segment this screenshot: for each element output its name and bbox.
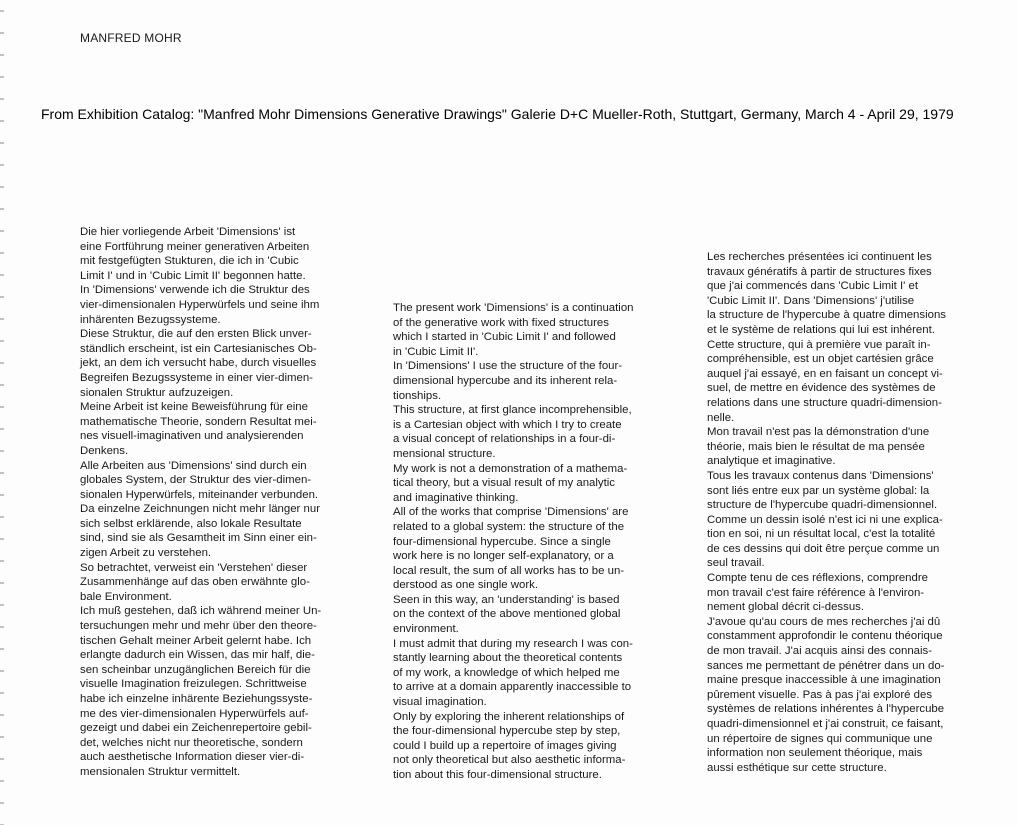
text-line: four-dimensional hypercube. Since a single <box>393 535 611 548</box>
text-line: sen scheinbar unzugänglichen Bereich für die <box>80 663 311 676</box>
text-line: Da einzelne Zeichnungen nicht mehr länger nur <box>80 503 320 516</box>
text-line: tersuchungen mehr und mehr über den theore- <box>80 620 317 633</box>
text-line: la structure de l'hypercube à quatre dimensions <box>707 309 946 322</box>
text-line: systèmes de relations inhérentes à l'hypercube <box>707 703 945 716</box>
text-line: tion about this four-dimensional structure. <box>393 769 602 781</box>
text-line: Limit I' und in 'Cubic Limit II' begonnen hatte. <box>80 269 306 282</box>
text-line: In 'Dimensions' verwende ich die Struktur des <box>80 284 310 297</box>
text-line: This structure, at first glance incomprehensible, <box>393 404 632 417</box>
text-line: tion en soi, ni un résultat local, c'est la totalité <box>707 528 936 541</box>
text-line: structure de l'hypercube quadri-dimensionnel. <box>707 499 938 512</box>
text-line: So betrachtet, verweist ein 'Verstehen' dieser <box>80 561 308 574</box>
text-line: a visual concept of relationships in a four-di- <box>393 433 616 446</box>
text-line: Comme un dessin isolé n'est ici ni une explica- <box>707 513 943 526</box>
text-line: de ces dessins qui doit être perçue comme un <box>707 542 940 555</box>
text-line: Ich muß gestehen, daß ich während meiner Un- <box>80 605 322 618</box>
text-line: The present work 'Dimensions' is a continuation <box>393 302 634 314</box>
text-line: habe ich einzelne inhärente Beziehungssyste- <box>80 693 313 705</box>
text-line: suel, de mettre en évidence des systèmes de <box>707 382 936 395</box>
text-line: stantly learning about the theoretical contents <box>393 652 623 665</box>
text-line: 'Cubic Limit II'. Dans 'Dimensions' j'utilise <box>707 294 915 307</box>
text-line: I must admit that during my research I was con- <box>393 637 633 650</box>
text-line: Meine Arbeit ist keine Beweisführung für eine <box>80 401 308 414</box>
text-line: pûrement visuelle. Pas à pas j'ai exploré des <box>707 688 933 701</box>
german-text-column <box>80 225 365 780</box>
text-line: dimensional hypercube and its inherent rela- <box>393 374 618 387</box>
text-line: et le système de relations qui lui est inhérent. <box>707 323 935 336</box>
text-line: me des vier-dimensionalen Hyperwürfels auf- <box>80 707 309 720</box>
text-line: local result, the sum of all works has to be un- <box>393 564 625 577</box>
author-name: MANFRED MOHR <box>80 31 182 45</box>
text-line: not only theoretical but also aesthetic informa- <box>393 754 626 767</box>
text-line: gezeigt und dabei ein Zeichenrepertoire gebil- <box>80 722 312 735</box>
text-line: Diese Struktur, die auf den ersten Blick unver- <box>80 328 312 341</box>
text-line: sont liés entre eux par un système global: la <box>707 484 930 497</box>
text-line: seul travail. <box>707 557 765 570</box>
catalog-citation: From Exhibition Catalog: "Manfred Mohr Dimensions Generative Drawings" Galerie D+C Mueller-Roth, Stuttgart, Germany, March 4 - April 29, 1979 <box>41 106 954 122</box>
text-line: mit festgefügten Stukturen, die ich in 'Cubic <box>80 255 299 268</box>
text-line: visual imagination. <box>393 696 487 709</box>
text-line: sionalen Struktur aufzuzeigen. <box>80 386 234 399</box>
text-line: det, welches nicht nur theoretische, sondern <box>80 736 303 749</box>
text-line: mensionalen Struktur vermittelt. <box>80 765 241 778</box>
french-text-column <box>707 250 997 775</box>
text-line: derstood as one single work. <box>393 579 538 592</box>
text-line: nes visuell-imaginativen und analysierenden <box>80 430 304 443</box>
text-line: un répertoire de signes qui communique une <box>707 732 933 745</box>
text-line: In 'Dimensions' I use the structure of the four- <box>393 360 623 373</box>
text-line: globales System, der Struktur des vier-dimen- <box>80 474 312 487</box>
text-line: Tous les travaux contenus dans 'Dimensions' <box>707 469 934 482</box>
text-line: Zusammenhänge auf das oben erwähnte glo- <box>80 576 310 589</box>
text-line: mon travail c'est faire référence à l'environ- <box>707 586 925 599</box>
text-line: J'avoue qu'au cours de mes recherches j'ai dû <box>707 615 941 628</box>
english-text-column <box>393 301 673 783</box>
text-line: ständlich erscheint, ist ein Cartesianisches Ob- <box>80 342 317 355</box>
text-line: relations dans une structure quadri-dimension- <box>707 396 942 409</box>
text-line: travaux génératifs à partir de structures fixes <box>707 265 932 278</box>
text-line: nement global décrit ci-dessus. <box>707 601 865 614</box>
text-line: tionships. <box>393 389 442 402</box>
text-line: environment. <box>393 623 459 636</box>
text-line: information non seulement théorique, mais <box>707 747 923 760</box>
text-line: Begreifen Bezugssysteme in einer vier-dimen- <box>80 371 313 384</box>
text-line: constamment approfondir le contenu théorique <box>707 630 943 643</box>
text-line: eine Fortführung meiner generativen Arbeiten <box>80 240 310 253</box>
text-line: sionalen Hyperwürfels, miteinander verbunden. <box>80 488 319 501</box>
text-line: tical theory, but a visual result of my analytic <box>393 477 615 490</box>
text-line: and imaginative thinking. <box>393 491 519 504</box>
text-line: work here is no longer self-explanatory, or a <box>393 550 614 563</box>
text-line: in 'Cubic Limit II'. <box>393 345 479 358</box>
text-line: maine presque inaccessible à une imagination <box>707 674 941 687</box>
text-line: to arrive at a domain apparently inaccessible to <box>393 681 632 694</box>
text-line: of my work, a knowledge of which helped me <box>393 666 620 679</box>
text-line: Les recherches présentées ici continuent les <box>707 251 932 263</box>
text-line: mensional structure. <box>393 447 496 460</box>
text-line: Only by exploring the inherent relationships of <box>393 710 625 723</box>
text-line: All of the works that comprise 'Dimensions' are <box>393 506 629 519</box>
text-line: auch aesthetische Information dieser vier-di- <box>80 751 305 764</box>
text-line: auquel j'ai essayé, en en faisant un concept vi- <box>707 367 943 380</box>
scan-edge-marks <box>0 0 4 825</box>
text-line: théorie, mais bien le résultat de ma pensée <box>707 440 925 453</box>
text-line: the four-dimensional hypercube step by step, <box>393 725 621 738</box>
text-line: which I started in 'Cubic Limit I' and followed <box>393 331 616 344</box>
text-line: analytique et imaginative. <box>707 455 836 468</box>
text-line: Denkens. <box>80 444 129 457</box>
text-line: Mon travail n'est pas la démonstration d'une <box>707 426 930 439</box>
text-line: tischen Gehalt meiner Arbeit gelernt habe. Ich <box>80 634 312 647</box>
text-line: vier-dimensionalen Hyperwürfels und seine ihm <box>80 298 320 311</box>
text-line: related to a global system: the structure of the <box>393 520 625 533</box>
text-line: is a Cartesian object with which I try to create <box>393 418 622 431</box>
text-line: sind, sind sie als Gesamtheit im Sinn einer ein- <box>80 532 317 545</box>
text-line: compréhensible, est un objet cartésien grâce <box>707 353 934 366</box>
text-line: visuelle Imagination freizulegen. Schrittweise <box>80 678 307 691</box>
text-line: sances me permettant de pénétrer dans un do- <box>707 659 945 672</box>
text-line: quadri-dimensionnel et j'ai construit, ce faisant, <box>707 718 944 730</box>
text-line: on the context of the above mentioned global <box>393 608 621 621</box>
text-line: zigen Arbeit zu verstehen. <box>80 547 212 560</box>
text-line: could I build up a repertoire of images giving <box>393 739 617 752</box>
text-line: nelle. <box>707 411 735 424</box>
text-line: inhärenten Bezugssysteme. <box>80 313 221 326</box>
text-line: erlangte dadurch ein Wissen, das mir half, die- <box>80 649 315 662</box>
text-line: Cette structure, qui à première vue paraît in- <box>707 338 931 351</box>
text-line: aussi esthétique sur cette structure. <box>707 761 887 774</box>
text-line: Alle Arbeiten aus 'Dimensions' sind durch ein <box>80 459 307 472</box>
text-line: que j'ai commencés dans 'Cubic Limit I' et <box>707 280 919 293</box>
text-line: sich selbst erklärende, also lokale Resultate <box>80 517 302 530</box>
text-line: bale Environment. <box>80 590 172 603</box>
text-line: jekt, an dem ich versucht habe, durch visuelles <box>80 357 317 370</box>
text-line: Die hier vorliegende Arbeit 'Dimensions' ist <box>80 226 296 238</box>
text-line: de mon travail. J'ai acquis ainsi des connais- <box>707 645 933 658</box>
text-line: Seen in this way, an 'understanding' is based <box>393 593 620 606</box>
text-line: of the generative work with fixed structures <box>393 316 609 329</box>
text-line: My work is not a demonstration of a mathema- <box>393 462 628 475</box>
text-line: Compte tenu de ces réflexions, comprendre <box>707 572 928 585</box>
text-line: mathematische Theorie, sondern Resultat mei- <box>80 415 317 428</box>
